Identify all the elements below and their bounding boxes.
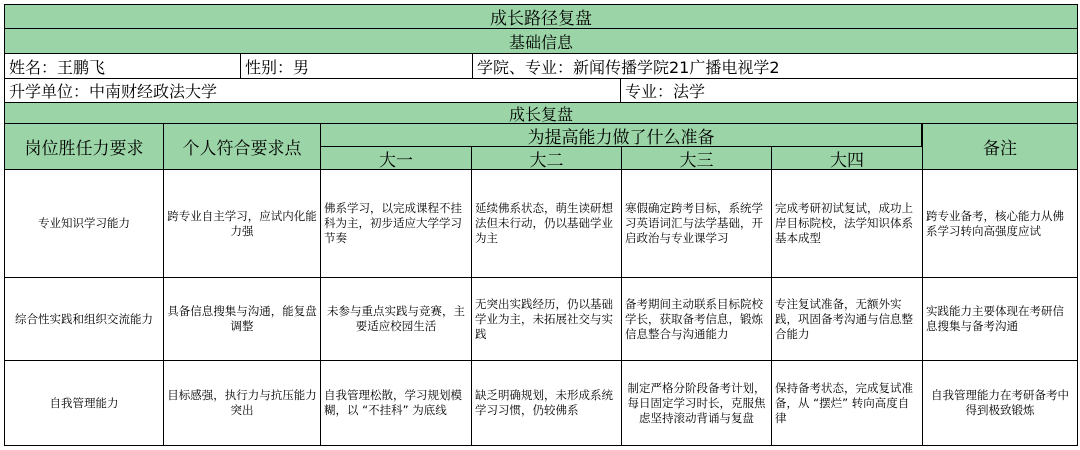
college-field: 学院、专业：新闻传播学院21广播电视学2 [472,53,1078,79]
review-header: 成长复盘 [4,102,1078,124]
row3-remarks: 自我管理能力在考研备考中得到极致锻炼 [922,360,1078,446]
row3-year1: 自我管理松散，学习规划模糊，以 “不挂科” 为底线 [320,360,472,446]
col-personal-header: 个人符合要求点 [163,123,321,170]
row2-remarks: 实践能力主要体现在考研信息搜集与备考沟通 [922,277,1078,361]
col-year3-header: 大三 [621,146,772,170]
row3-year4: 保持备考状态，完成复试准备，从 “摆烂” 转向高度自律 [771,360,923,446]
row1-remarks: 跨专业备考，核心能力从佛系学习转向高强度应试 [922,169,1078,278]
row1-competency: 专业知识学习能力 [4,169,164,278]
row3-year3: 制定严格分阶段备考计划，每日固定学习时长，克服焦虑坚持滚动背诵与复盘 [621,360,772,446]
row3-personal: 目标感强，执行力与抗压能力突出 [163,360,321,446]
row1-year3: 寒假确定跨考目标，系统学习英语词汇与法学基础，开启政治与专业课学习 [621,169,772,278]
row2-year4: 专注复试准备，无额外实践，巩固备考沟通与信息整合能力 [771,277,923,361]
basic-info-header: 基础信息 [4,28,1078,54]
gender-field: 性别：男 [240,53,473,79]
name-field: 姓名：王鹏飞 [4,53,241,79]
col-competency-header: 岗位胜任力要求 [4,123,164,170]
admission-field: 升学单位：中南财经政法大学 [4,78,621,103]
sheet-title: 成长路径复盘 [4,4,1078,29]
row3-competency: 自我管理能力 [4,360,164,446]
col-prep-header: 为提高能力做了什么准备 [320,123,922,147]
row3-year2: 缺乏明确规划，未形成系统学习习惯，仍较佛系 [471,360,622,446]
col-remarks-header: 备注 [922,123,1078,170]
review-sheet [4,4,1078,446]
row2-personal: 具备信息搜集与沟通，能复盘调整 [163,277,321,361]
row2-year2: 无突出实践经历，仍以基础学业为主，未拓展社交与实践 [471,277,622,361]
row2-competency: 综合性实践和组织交流能力 [4,277,164,361]
row2-year3: 备考期间主动联系目标院校学长，获取备考信息，锻炼信息整合与沟通能力 [621,277,772,361]
col-year4-header: 大四 [771,146,923,170]
row1-year4: 完成考研初试复试，成功上岸目标院校，法学知识体系基本成型 [771,169,923,278]
row1-year2: 延续佛系状态，萌生读研想法但未行动，仍以基础学业为主 [471,169,622,278]
row1-year1: 佛系学习，以完成课程不挂科为主，初步适应大学学习节奏 [320,169,472,278]
row2-year1: 未参与重点实践与竞赛，主要适应校园生活 [320,277,472,361]
major-field: 专业：法学 [620,78,1078,103]
col-year2-header: 大二 [471,146,622,170]
row1-personal: 跨专业自主学习，应试内化能力强 [163,169,321,278]
col-year1-header: 大一 [320,146,472,170]
